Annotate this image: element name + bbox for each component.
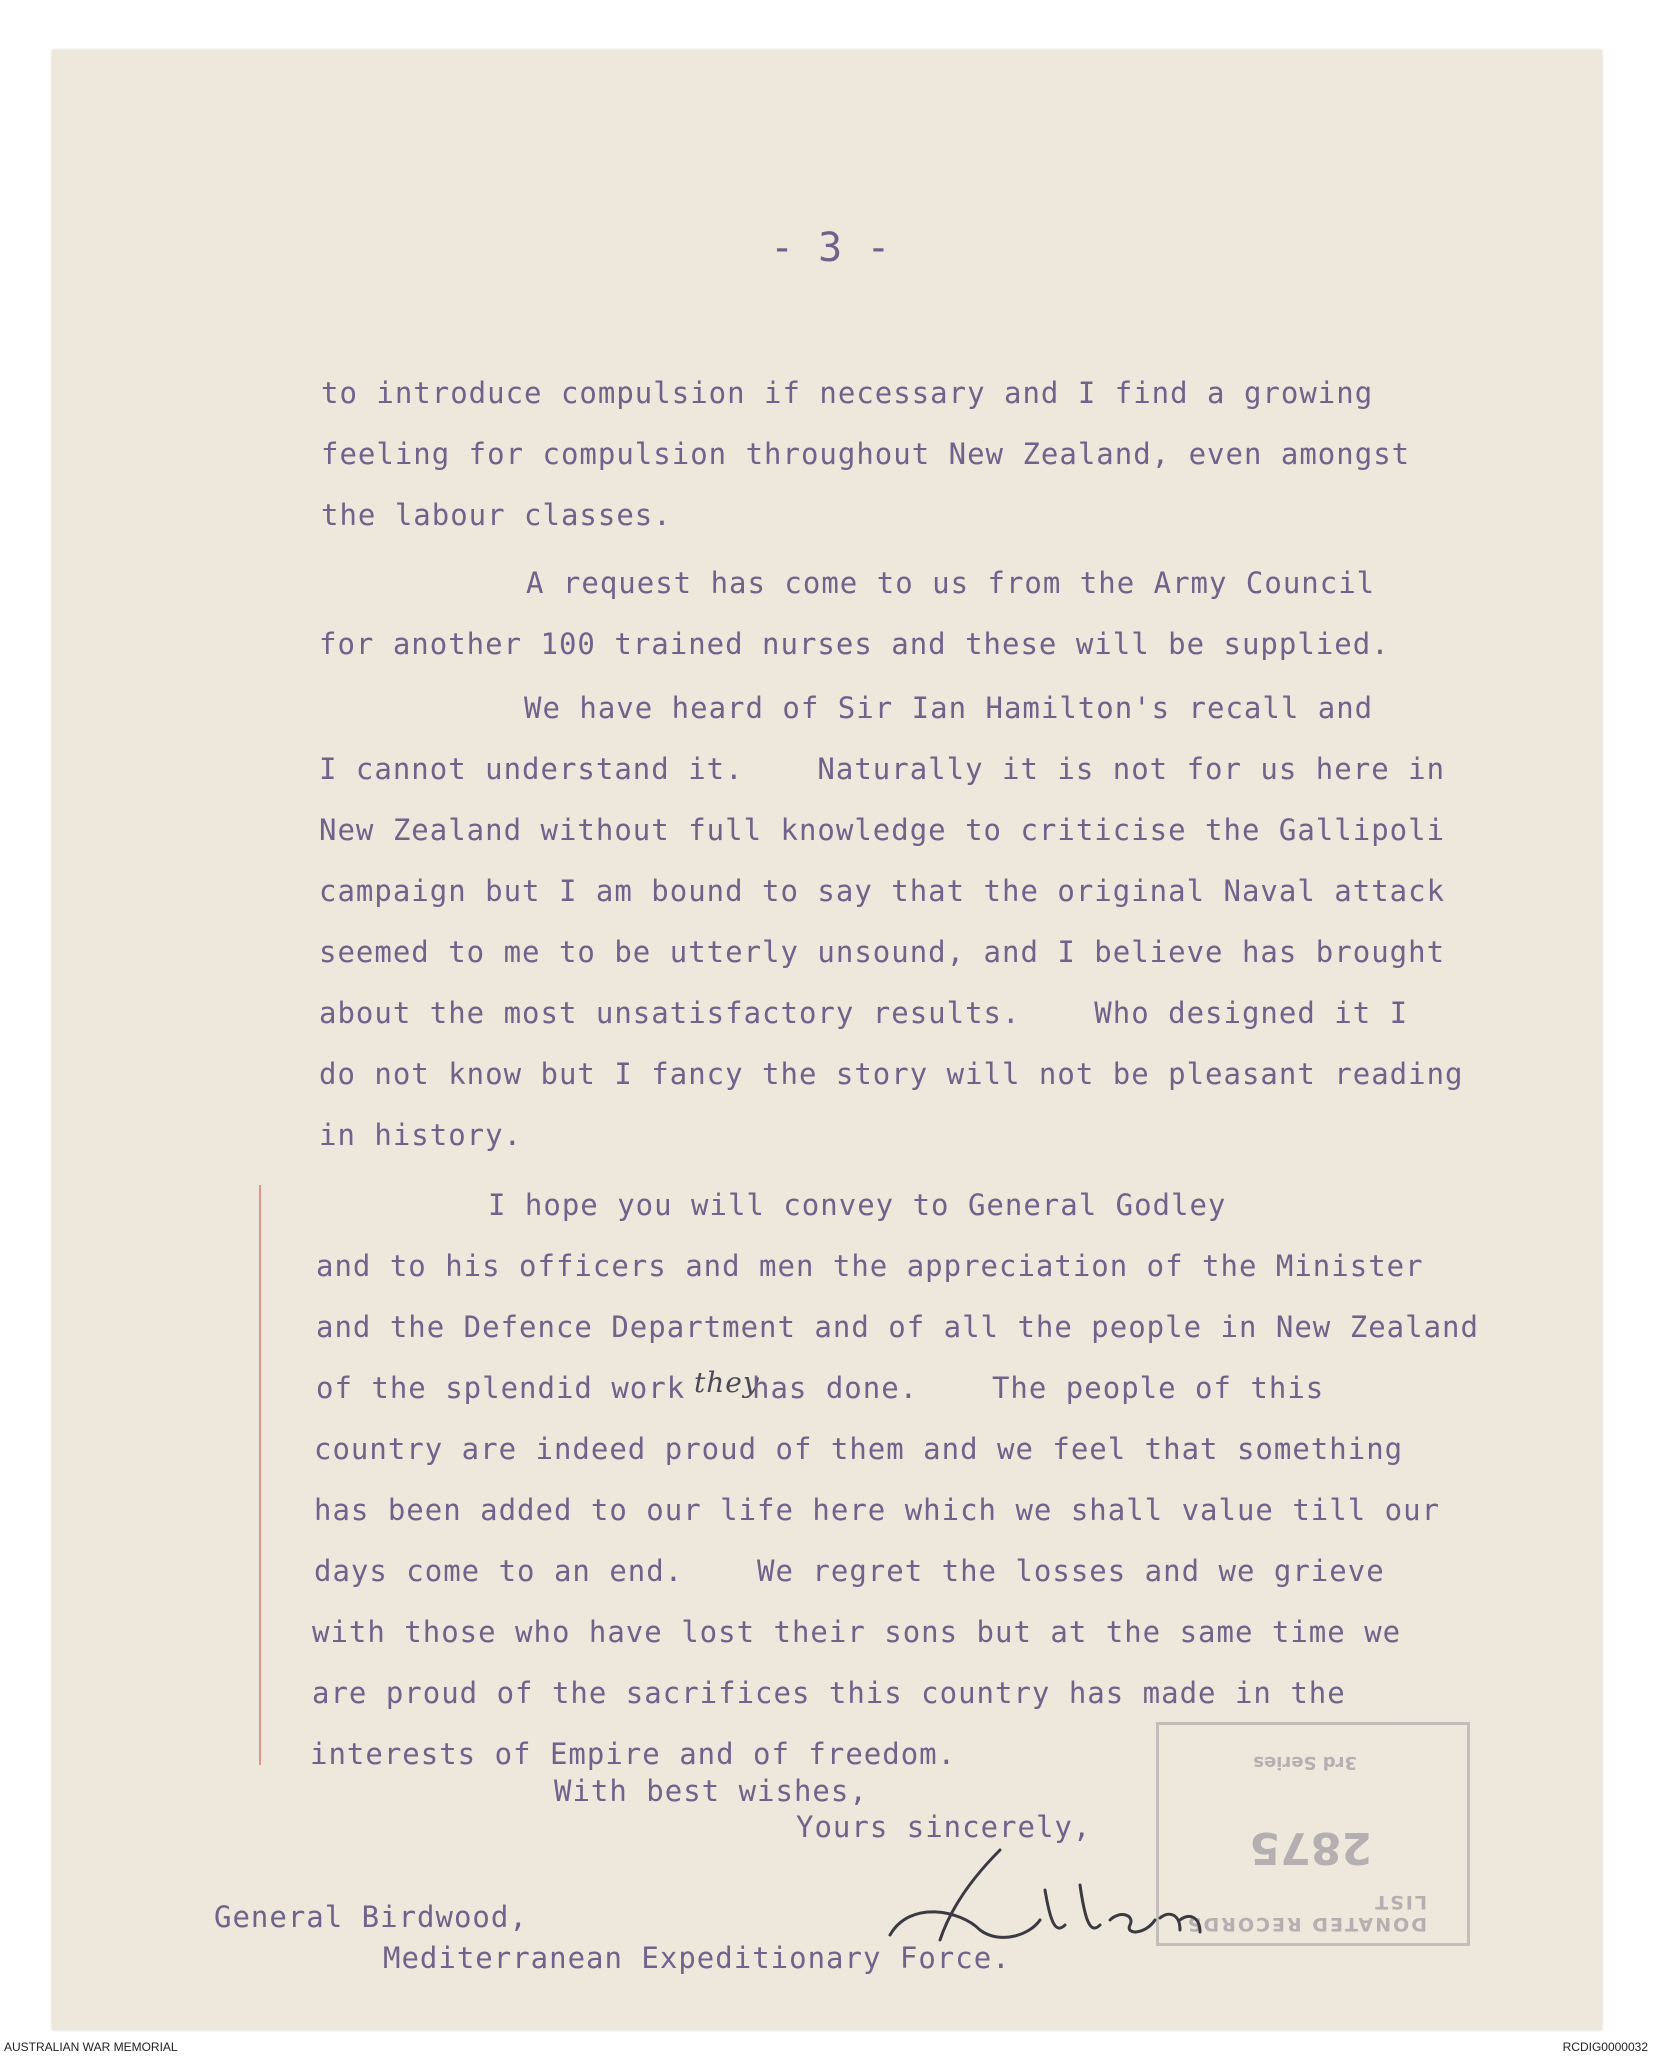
letter-line: has been added to our life here which we shall value till our [314, 1493, 1441, 1527]
footer-record-id: RCDIG0000032 [1562, 2040, 1648, 2054]
letter-line: are proud of the sacrifices this country has made in the [312, 1676, 1346, 1710]
letter-line: with those who have lost their sons but at the same time we [312, 1615, 1402, 1649]
letter-line: I hope you will convey to General Godley [488, 1188, 1227, 1222]
stamp-title: DONATED RECORDS LIST [1185, 1891, 1427, 1935]
letter-line: New Zealand without full knowledge to criticise the Gallipoli [319, 813, 1446, 847]
letter-line: days come to an end. We regret the losses and we grieve [314, 1554, 1385, 1588]
letter-line: I cannot understand it. Naturally it is not for us here in [319, 752, 1446, 786]
stamp-number: 2875 [1249, 1822, 1372, 1873]
letter-line: and the Defence Department and of all the people in New Zealand [316, 1310, 1479, 1344]
letter-line: seemed to me to be utterly unsound, and I believe has brought [319, 935, 1446, 969]
letter-line: has done. The people of this [752, 1371, 1325, 1405]
page-number: - 3 - [770, 225, 891, 271]
letter-line: do not know but I fancy the story will not be pleasant reading [319, 1057, 1464, 1091]
letter-line: interests of Empire and of freedom. [310, 1737, 957, 1771]
letter-line: feeling for compulsion throughout New Zealand, even amongst [321, 437, 1411, 471]
letter-line: country are indeed proud of them and we feel that something [314, 1432, 1404, 1466]
letter-line: about the most unsatisfactory results. Who designed it I [319, 996, 1409, 1030]
stamp-series: 3rd Series [1253, 1752, 1357, 1773]
closing: With best wishes, [554, 1774, 868, 1808]
letter-line: of the splendid work [316, 1371, 686, 1405]
letter-line: the labour classes. [321, 498, 672, 532]
margin-mark [259, 1185, 261, 1765]
letter-line: campaign but I am bound to say that the original Naval attack [319, 874, 1446, 908]
letter-line: for another 100 trained nurses and these will be supplied. [319, 627, 1390, 661]
letter-line: and to his officers and men the appreciation of the Minister [316, 1249, 1424, 1283]
signoff: Yours sincerely, [796, 1810, 1092, 1844]
footer-archive-label: AUSTRALIAN WAR MEMORIAL [4, 2040, 178, 2054]
letter-line: to introduce compulsion if necessary and I find a growing [321, 376, 1374, 410]
letter-line: We have heard of Sir Ian Hamilton's recall and [524, 691, 1374, 725]
handwritten-insert: they [694, 1366, 760, 1399]
letter-line: in history. [319, 1118, 523, 1152]
signature [880, 1840, 1300, 1950]
addressee: General Birdwood, [214, 1900, 528, 1934]
addressee-unit: Mediterranean Expeditionary Force. [383, 1941, 1011, 1975]
letter-line: A request has come to us from the Army Council [526, 566, 1376, 600]
